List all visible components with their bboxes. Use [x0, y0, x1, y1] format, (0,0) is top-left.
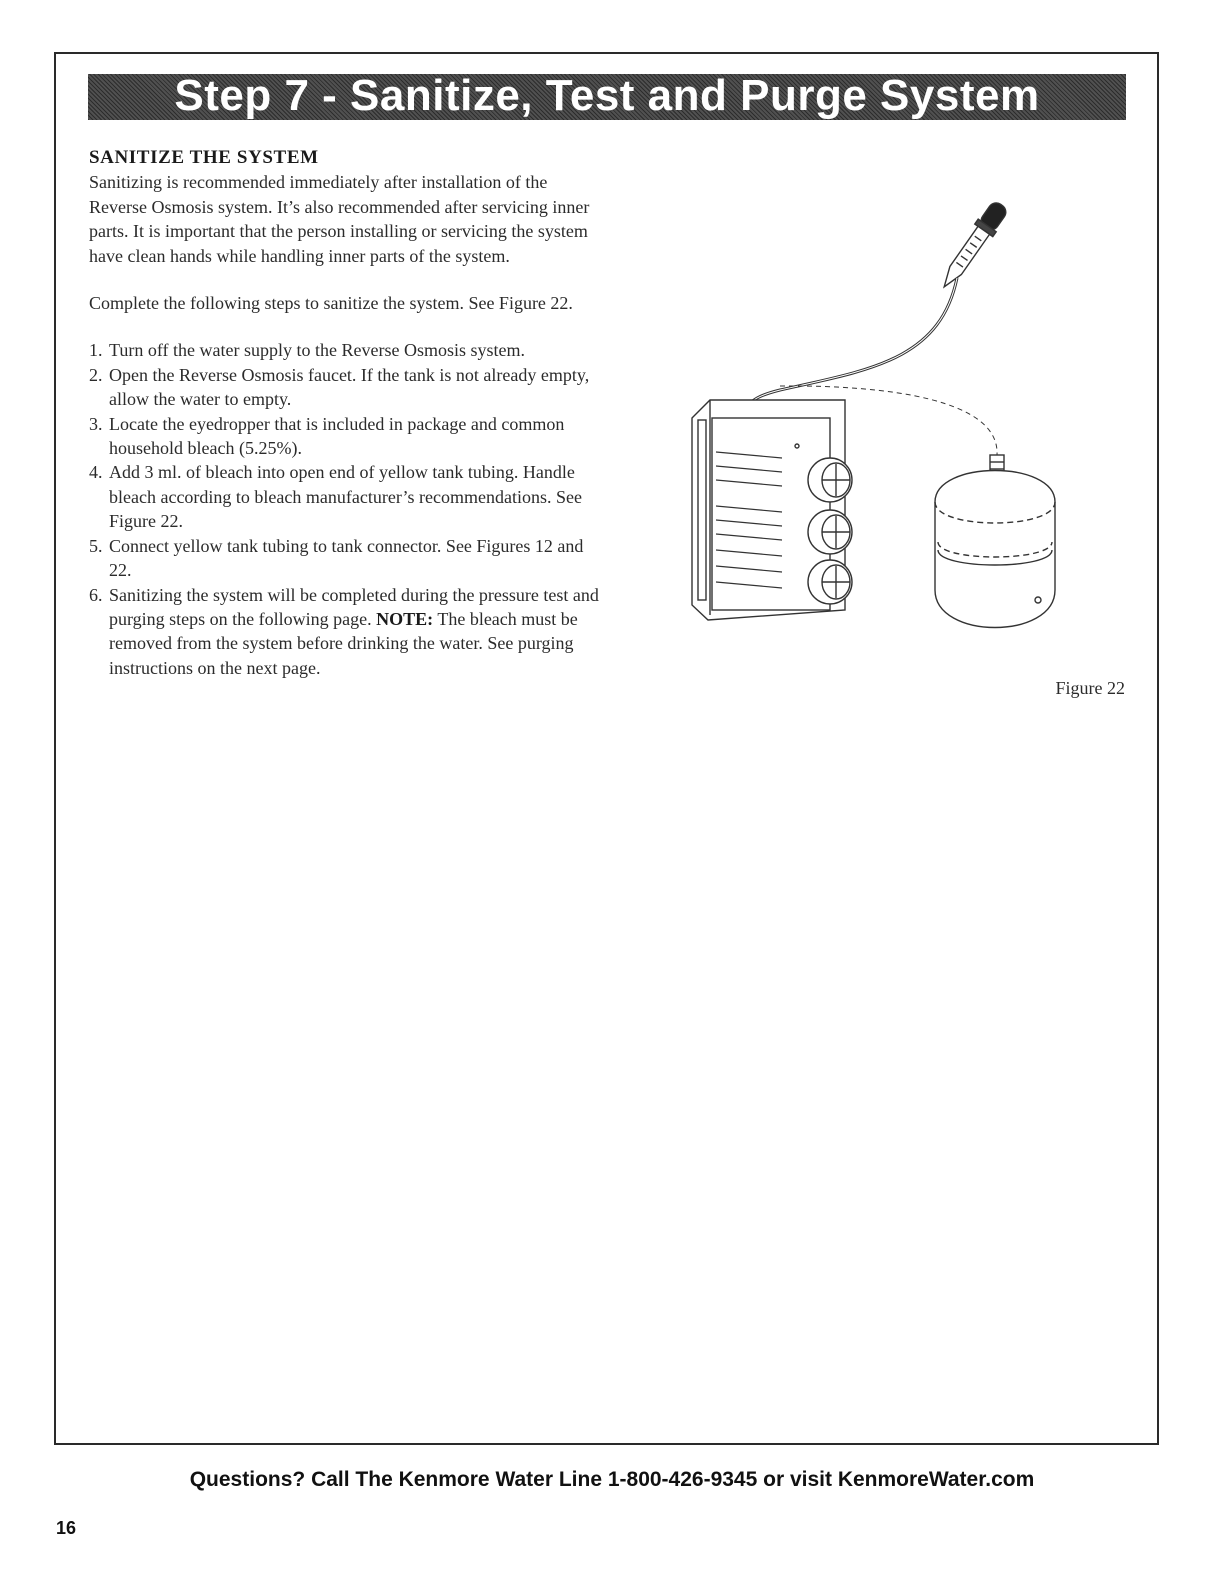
steps-list	[89, 338, 609, 680]
step-item	[89, 460, 609, 533]
footer-contact-line: Questions? Call The Kenmore Water Line 1-800-426-9345 or visit KenmoreWater.com	[189, 1468, 1035, 1491]
note-text: The bleach must be removed from the system before drinking the water. See purging instructions on the next page.	[109, 608, 578, 678]
step-item	[89, 534, 609, 583]
lead-paragraph: Complete the following steps to sanitize the system. See Figure 22.	[89, 293, 573, 314]
step-item	[89, 583, 609, 681]
step-item	[89, 412, 609, 461]
page-number: 16	[56, 1518, 77, 1538]
section-heading: SANITIZE THE SYSTEM	[89, 147, 319, 168]
page-title: Step 7 - Sanitize, Test and Purge System	[174, 71, 1040, 120]
step-number: 5.	[89, 535, 103, 556]
ro-filter-unit-icon	[692, 400, 852, 620]
step-number: 6.	[89, 584, 103, 605]
step-number: 3.	[89, 413, 103, 434]
step-item	[89, 363, 609, 412]
step-number: 4.	[89, 462, 103, 483]
step-text: Connect yellow tank tubing to tank connector. See Figures 12 and 22.	[109, 535, 584, 581]
step-text: Open the Reverse Osmosis faucet. If the tank is not already empty, allow the water to empty.	[109, 364, 590, 410]
step-item	[89, 338, 609, 362]
storage-tank-icon	[935, 455, 1055, 628]
step-text: Locate the eyedropper that is included in package and common household bleach (5.25%).	[109, 413, 565, 459]
content-column	[89, 146, 609, 680]
intro-paragraph: Sanitizing is recommended immediately after installation of the Reverse Osmosis system. It’s also recommended after servicing inner parts. It is important that the person installing or servicing the system have clean hands while handling inner parts of the system.	[89, 172, 590, 266]
yellow-tank-tubing	[745, 278, 957, 410]
eyedropper-icon	[935, 199, 1010, 294]
step-text: Add 3 ml. of bleach into open end of yellow tank tubing. Handle bleach according to bleach manufacturer’s recommendations. See Figure 22.	[109, 462, 582, 532]
figure-22-illustration	[670, 190, 1090, 650]
step-number: 2.	[89, 364, 103, 385]
note-label: NOTE:	[376, 608, 434, 629]
figure-caption: Figure 22	[1055, 678, 1125, 698]
step-text: Turn off the water supply to the Reverse Osmosis system.	[109, 340, 525, 361]
title-banner	[88, 71, 1126, 120]
step-number: 1.	[89, 340, 103, 361]
step-text: Sanitizing the system will be completed during the pressure test and purging steps on the following page.	[109, 584, 599, 629]
